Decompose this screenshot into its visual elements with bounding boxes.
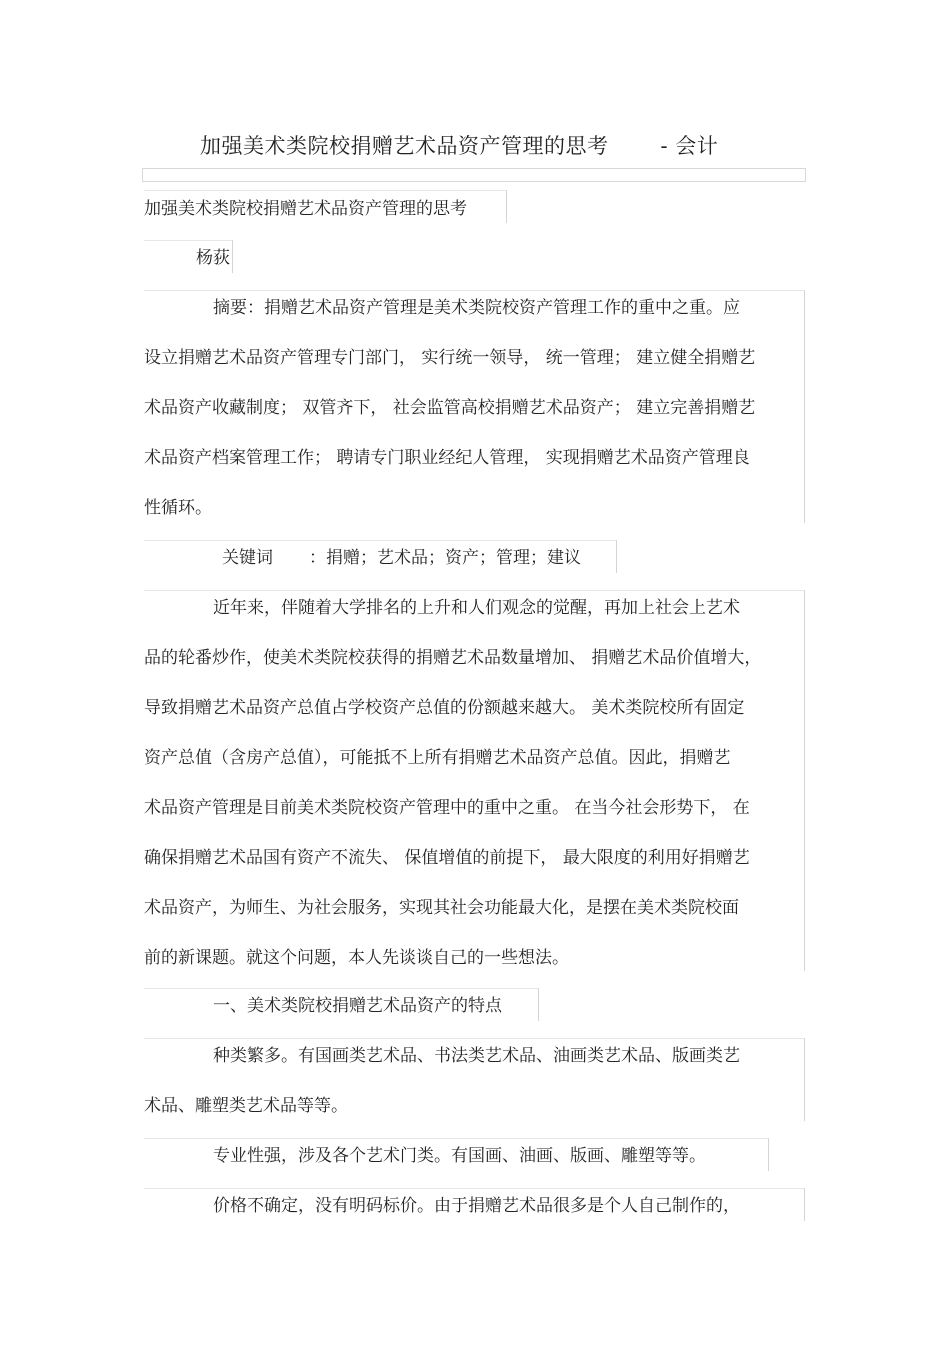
body-line: 导致捐赠艺术品资产总值占学校资产总值的份额越来越大。 美术类院校所有固定 [144,698,745,718]
keywords-list: ：捐赠；艺术品；资产；管理；建议 [309,548,581,568]
body-line: 术品资产，为师生、为社会服务，实现其社会功能最大化，是摆在美术类院校面 [144,898,739,918]
body-line: 资产总值（含房产总值），可能抵不上所有捐赠艺术品资产总值。因此，捐赠艺 [144,748,731,768]
body-line: 前的新课题。就这个问题，本人先谈谈自己的一些想法。 [144,948,569,968]
keywords-label: 关键词 [222,548,273,568]
body-line: 术品资产管理是目前美术类院校资产管理中的重中之重。 在当今社会形势下， 在 [144,798,750,818]
abstract-line: 摘要：捐赠艺术品资产管理是美术类院校资产管理工作的重中之重。应 [213,298,740,318]
keywords-row [222,548,581,568]
body-line: 品的轮番炒作，使美术类院校获得的捐赠艺术品数量增加、 捐赠艺术品价值增大， [144,648,762,668]
document-title [200,130,718,160]
body-line: 确保捐赠艺术品国有资产不流失、 保值增值的前提下， 最大限度的利用好捐赠艺 [144,848,750,868]
section-heading: 一、美术类院校捐赠艺术品资产的特点 [213,996,502,1016]
subtitle: 加强美术类院校捐赠艺术品资产管理的思考 [144,199,467,219]
section-line: 专业性强，涉及各个艺术门类。有国画、油画、版画、雕塑等等。 [213,1146,706,1166]
title-suffix: - 会计 [660,134,719,158]
section-line: 种类繁多。有国画类艺术品、书法类艺术品、油画类艺术品、版画类艺 [213,1046,740,1066]
author: 杨荻 [196,248,230,268]
title-divider [142,168,806,182]
abstract-line: 设立捐赠艺术品资产管理专门部门， 实行统一领导， 统一管理； 建立健全捐赠艺 [144,348,756,368]
abstract-line: 性循环。 [144,498,212,518]
section-line: 术品、雕塑类艺术品等等。 [144,1096,348,1116]
body-line: 近年来，伴随着大学排名的上升和人们观念的觉醒，再加上社会上艺术 [213,598,740,618]
section-line: 价格不确定，没有明码标价。由于捐赠艺术品很多是个人自己制作的， [213,1196,740,1216]
abstract-line: 术品资产收藏制度； 双管齐下， 社会监管高校捐赠艺术品资产； 建立完善捐赠艺 [144,398,756,418]
abstract-line: 术品资产档案管理工作； 聘请专门职业经纪人管理， 实现捐赠艺术品资产管理良 [144,448,750,468]
title-main: 加强美术类院校捐赠艺术品资产管理的思考 [200,134,609,158]
